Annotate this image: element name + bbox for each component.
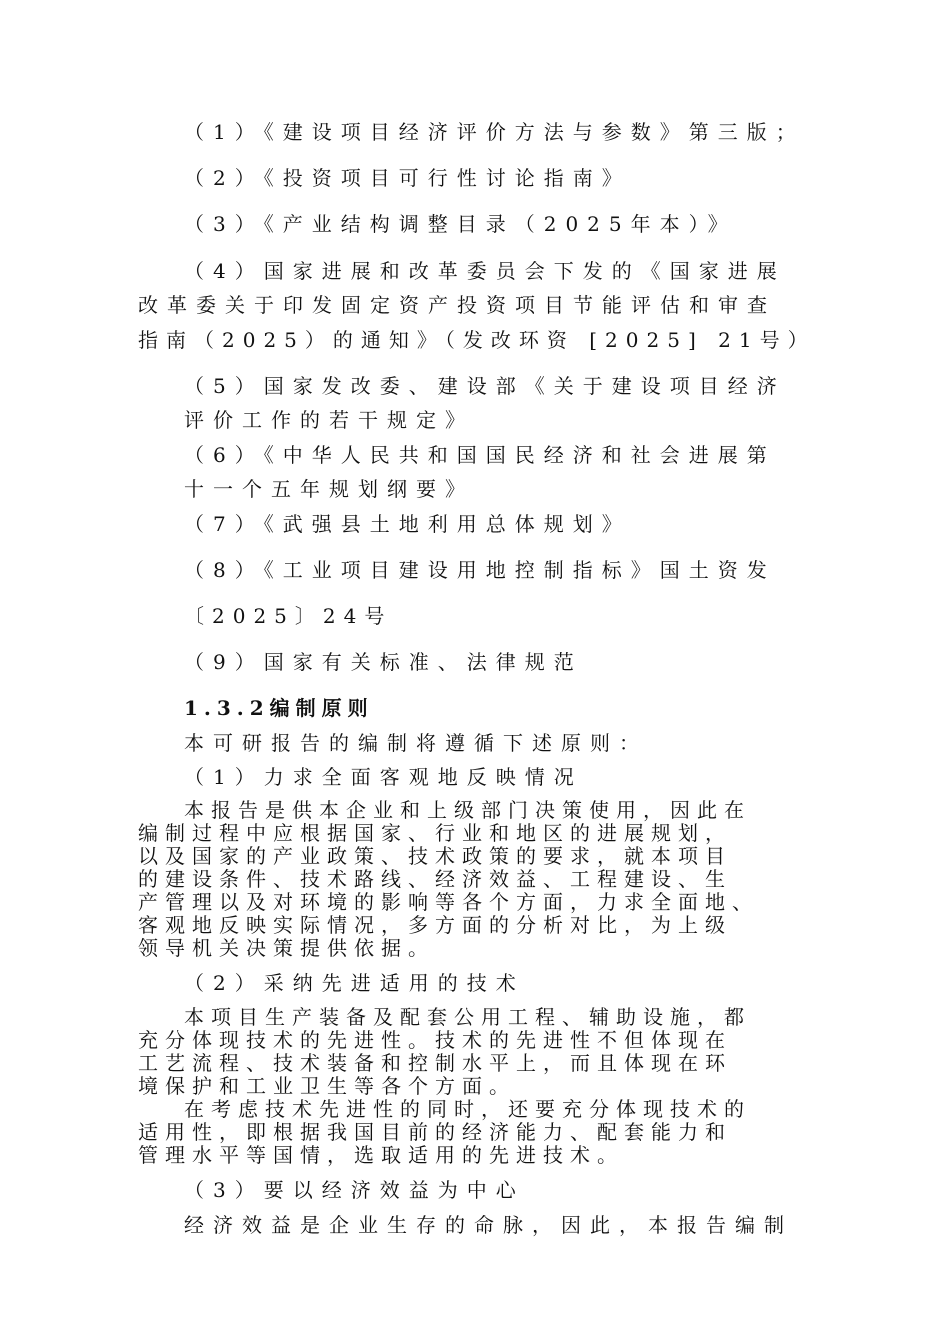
paragraph-line: 本报告是供本企业和上级部门决策使用，因此在 <box>184 798 751 822</box>
paragraph-line: 客观地反映实际情况，多方面的分析对比，为上级 <box>138 913 732 937</box>
list-item: （7）《武强县土地利用总体规划》 <box>184 512 631 536</box>
intro-text: 本可研报告的编制将遵循下述原则： <box>184 731 648 755</box>
paragraph-line: 工艺流程、技术装备和控制水平上，而且体现在环 <box>138 1051 732 1075</box>
list-item: （6）《中华人民共和国国民经济和社会进展第 <box>184 443 776 467</box>
list-item-continuation: 十一个五年规划纲要》 <box>184 477 474 501</box>
paragraph-line: 编制过程中应根据国家、行业和地区的进展规划， <box>138 821 732 845</box>
principle-2-title: （2）采纳先进适用的技术 <box>184 971 525 995</box>
paragraph-line: 产管理以及对环境的影响等各个方面，力求全面地、 <box>138 890 759 914</box>
paragraph-line: 境保护和工业卫生等各个方面。 <box>138 1074 516 1098</box>
paragraph-line: 领导机关决策提供依据。 <box>138 936 435 960</box>
paragraph-line: 以及国家的产业政策、技术政策的要求，就本项目 <box>138 844 732 868</box>
list-item: （3）《产业结构调整目录（2025年本）》 <box>184 212 737 236</box>
paragraph-line: 的建设条件、技术路线、经济效益、工程建设、生 <box>138 867 732 891</box>
paragraph-line: 在考虑技术先进性的同时，还要充分体现技术的 <box>184 1097 751 1121</box>
section-heading: 1.3.2编制原则 <box>184 696 374 720</box>
principle-3-title: （3）要以经济效益为中心 <box>184 1178 525 1202</box>
list-item-continuation: 改革委关于印发固定资产投资项目节能评估和审查 <box>138 293 776 317</box>
list-item: （1）《建设项目经济评价方法与参数》第三版； <box>184 120 805 144</box>
list-item-continuation: 〔2025〕24号 <box>184 604 393 628</box>
paragraph-line: 本项目生产装备及配套公用工程、辅助设施，都 <box>184 1005 751 1029</box>
principle-1-title: （1）力求全面客观地反映情况 <box>184 765 583 789</box>
paragraph-line: 管理水平等国情，选取适用的先进技术。 <box>138 1143 624 1167</box>
list-item-continuation: 指南（2025）的通知》（发改环资 [2025] 21号） <box>138 328 816 352</box>
list-item: （9）国家有关标准、法律规范 <box>184 650 583 674</box>
list-item: （8）《工业项目建设用地控制指标》国土资发 <box>184 558 776 582</box>
list-item: （4）国家进展和改革委员会下发的《国家进展 <box>184 259 786 283</box>
paragraph-line: 适用性，即根据我国目前的经济能力、配套能力和 <box>138 1120 732 1144</box>
paragraph-line: 经济效益是企业生存的命脉，因此，本报告编制 <box>184 1213 793 1237</box>
list-item: （2）《投资项目可行性讨论指南》 <box>184 166 631 190</box>
list-item: （5）国家发改委、建设部《关于建设项目经济 <box>184 374 786 398</box>
paragraph-line: 充分体现技术的先进性。技术的先进性不但体现在 <box>138 1028 732 1052</box>
list-item-continuation: 评价工作的若干规定》 <box>184 408 474 432</box>
